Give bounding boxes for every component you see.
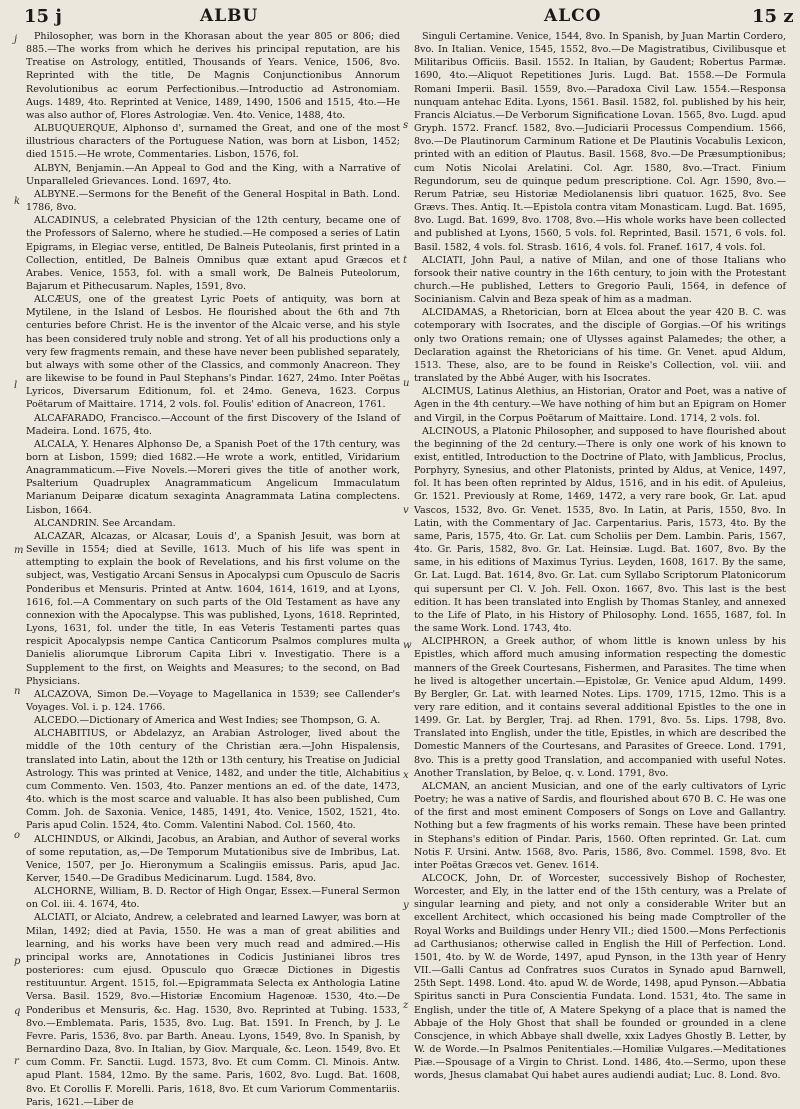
margin-mark: v	[403, 505, 409, 516]
catalogue-entry: ALCAFARADO, Francisco.—Account of the first Discovery of the Island of Madeira. Lond. 1675, 4to.	[26, 412, 400, 437]
margin-mark: x	[403, 770, 409, 781]
margin-mark: q	[14, 1006, 21, 1017]
right-column	[414, 30, 786, 1082]
catalogue-entry: Philosopher, was born in the Khorasan about the year 805 or 806; died 885.—The works from which he derives his principal reputation, are his Treatise on Astrology, entitled, Thousands of Years. Venice, 1506, 8vo. Reprinted with the title, De Magnis Conjunctionibus Annorum Revolutionibus ac eorum Perfectionibus.—Introductio ad Astronomiam. Augs. 1489, 4to. Reprinted at Venice, 1489, 1490, 1506 and 1515, 4to.—He was also author of, Flores Astrologiæ. Ven. 4to. Venice, 1488, 4to.	[26, 31, 400, 121]
margin-mark: r	[14, 1056, 19, 1067]
margin-mark: y	[403, 900, 409, 911]
margin-mark: k	[14, 196, 21, 207]
catalogue-entry: ALCMAN, an ancient Musician, and one of the early cultivators of Lyric Poetry; he was a native of Sardis, and flourished about 670 B. C. He was one of the first and most eminent Composers of Songs on Love and Gallantry. Nothing but a few fragments of his works remain. These have been printed in Stephans's edition of Pindar. Paris, 1560. Often reprinted. Gr. Lat. cum Notis F. Ursini. Antw. 1568, 8vo. Paris, 1586, 8vo. Commel. 1598, 8vo. Et inter Poëtas Græcos vet. Genev. 1614.	[414, 780, 786, 871]
margin-mark: z	[403, 1000, 409, 1011]
right-running-head: ALCO	[544, 6, 602, 26]
catalogue-entry: ALCAZAR, Alcazas, or Alcasar, Louis d', a Spanish Jesuit, was born at Seville in 1554; died at Seville, 1613. Much of his life was spent in attempting to explain the book of Revelations, and his first volume on the subject, was, Vestigatio Arcani Sensus in Apocalypsi cum Opusculo de Sacris Ponderibus et Mensuris. Printed at Antw. 1604, 1614, 1619, and at Lyons, 1616, fol.—A Commentary on such parts of the Old Testament as have any connexion with the Apocalypse. This was published, Lyons, 1618. Reprinted, Lyons, 1631, fol. under the title, In eas Veteris Testamenti partes quas respicit Apocalypsis nempe Cantica Canticorum Psalmos complures multa Danielis aliorumque Librorum Capita Libri v. Investigatio. There is a Supplement to the first, on Weights and Measures; to the second, on Bad Physicians.	[26, 530, 400, 687]
left-running-head: ALBU	[200, 6, 259, 26]
catalogue-entry: ALCOCK, John, Dr. of Worcester, successively Bishop of Rochester, Worcester, and Ely, in the latter end of the 15th century, was a Prelate of singular learning and piety, and not only a considerable Writer but an excellent Architect, which occasioned his being made Comptroller of the Royal Works and Buildings under Henry VII.; died 1500.—Mons Perfectionis ad Carthusianos; otherwise called in English the Hill of Perfection. Lond. 1501, 4to. by W. de Worde, 1497, apud Pynson, in the 13th year of Henry VII.—Galli Cantus ad Confratres suos Curatos in Synado apud Barnwell, 25th Sept. 1498. Lond. 4to. apud W. de Worde, 1498, apud Pynson.—Abbatia Spiritus sancti in Pura Conscientia Fundata. Lond. 1531, 4to. The same in English, under the title of, A Matere Spekyng of a place that is named the Abbaje of the Holy Ghost that shall be founded or grounded in a clene Conscjence, in which Abbaye shall dwelle, xxix Ladyes Ghostly B. Letter, by W. de Worde.—In Psalmos Penitentiales.—Homiliæ Vulgares.—Meditationes Piæ.—Spousage of a Virgin to Christ. Lond. 1486, 4to.—Sermo, upon these words, Jhesus clamabat Qui habet aures audiendi audiat; Luc. 8. Lond. 8vo.	[414, 873, 786, 1082]
catalogue-entry: ALCIPHRON, a Greek author, of whom little is known unless by his Epistles, which afford much amusing information respecting the domestic manners of the Greek Courtesans, Fishermen, and Parasites. The time when he lived is altogether uncertain.—Epistolæ, Gr. Venice apud Aldum, 1499. By Bergler, Gr. Lat. with learned Notes. Lips. 1709, 1715, 12mo. This is a very rare edition, and it contains several additional Epistles to the one in 1499. Gr. Lat. by Bergler, Traj. ad Rhen. 1791, 8vo. 5s. Lips. 1798, 8vo. Translated into English, under the title, Epistles, in which are described the Domestic Manners of the Courtesans, and Parasites of Greece. Lond. 1791, 8vo. This is a pretty good Translation, and accompanied with useful Notes. Another Translation, by Beloe, q. v. Lond. 1791, 8vo.	[414, 636, 786, 779]
catalogue-entry: ALCHINDUS, or Alkindi, Jacobus, an Arabian, and Author of several works of some reputation, as,—De Temporum Mutationibus sive de Imbribus, Lat. Venice, 1507, per Jo. Hieronymum a Scalingiis emissus. Paris, apud Jac. Kerver, 1540.—De Gradibus Medicinarum. Lugd. 1584, 8vo.	[26, 833, 400, 884]
margin-mark: j	[14, 34, 18, 45]
page-header	[0, 6, 800, 32]
margin-mark: l	[14, 380, 18, 391]
catalogue-entry: ALCIDAMAS, a Rhetorician, born at Elcea about the year 420 B. C. was cotemporary with Isocrates, and the disciple of Gorgias.—Of his writings only two Orations remain; one of Ulysses against Palamedes; the other, a Declaration against the Rhetoricians of his time. Gr. Venet. apud Aldum, 1513. These, also, are to be found in Reiske's Collection, vol. viii. and translated by the Abbé Auger, with his Isocrates.	[414, 307, 786, 385]
catalogue-entry: ALCIATI, or Alciato, Andrew, a celebrated and learned Lawyer, was born at Milan, 1492; died at Pavia, 1550. He was a man of great abilities and learning, and his works have been very much read and admired.—His principal works are, Annotationes in Codicis Justinianei libros tres posteriores: cum ejusd. Opusculo quo Græcæ Dictiones in Digestis restituuntur. Argent. 1515, fol.—Epigrammata Selecta ex Anthologia Latine Versa. Basil. 1529, 8vo.—Historiæ Encomium Hagenoæ. 1530, 4to.—De Ponderibus et Mensuris, &c. Hag. 1530, 8vo. Reprinted at Tubing. 1533, 8vo.—Emblemata. Paris, 1535, 8vo. Lug. Bat. 1591. In French, by J. Le Fevre. Paris, 1536, 8vo. par Barth. Aneau. Lyons, 1549, 8vo. In Spanish, by Bernardino Daza, 8vo. In Italian, by Giov. Marquale, &c. Leon. 1549, 8vo. Et cum Comm. Fr. Sanctii. Lugd. 1573, 8vo. Et cum Comm. Cl. Minois. Antw. apud Plant. 1584, 12mo. By the same. Paris, 1602, 8vo. Lugd. Bat. 1608, 8vo. Et Corollis F. Morelli. Paris, 1618, 8vo. Et cum Variorum Commentariis. Paris, 1621.—Liber de	[26, 912, 400, 1108]
catalogue-entry: ALBYN, Benjamin.—An Appeal to God and the King, with a Narrative of Unparalleled Grievances. Lond. 1697, 4to.	[26, 162, 400, 187]
catalogue-entry: ALCANDRIN. See Arcandam.	[34, 517, 176, 529]
catalogue-entry: ALCALA, Y. Henares Alphonso De, a Spanish Poet of the 17th century, was born at Lisbon, 1599; died 1682.—He wrote a work, entitled, Viridarium Anagrammaticum.—Five Novels.—Moreri gives the title of another work, Psalterium Quadruplex Anagrammaticum Angelicum Immaculatum Marianum Deiparæ dicatum sexaginta Anagrammata Latina complectens. Lisbon, 1664.	[26, 438, 400, 516]
catalogue-entry: ALCADINUS, a celebrated Physician of the 12th century, became one of the Professors of Salerno, where he studied.—He composed a series of Latin Epigrams, in Elegiac verse, entitled, De Balneis Puteolanis, first printed in a Collection, entitled, De Balneis Omnibus quæ extant apud Græcos et Arabes. Venice, 1553, fol. with a small work, De Balneis Puteolorum, Bajarum et Pithecusarum. Naples, 1591, 8vo.	[26, 215, 400, 292]
catalogue-entry: ALCHABITIUS, or Abdelazyz, an Arabian Astrologer, lived about the middle of the 10th century of the Christian æra.—John Hispalensis, translated into Latin, about the 12th or 13th century, his Treatise on Judicial Astrology. This was printed at Venice, 1482, and under the title, Alchabitius cum Commento. Ven. 1503, 4to. Panzer mentions an ed. of the date, 1473, 4to. which is the most scarce and valuable. It has also been published, Cum Comm. Joh. de Saxonia. Venice, 1485, 1491, 4to. Venice, 1502, 1521, 4to. Paris apud Colin. 1524, 4to. Comm. Valentini Nabod. Col. 1560, 4to.	[26, 728, 400, 832]
catalogue-entry: ALBUQUERQUE, Alphonso d', surnamed the Great, and one of the most illustrious characters of the Portuguese Nation, was born at Lisbon, 1452; died 1515.—He wrote, Commentaries. Lisbon, 1576, fol.	[26, 123, 400, 161]
catalogue-entry: ALCAZOVA, Simon De.—Voyage to Magellanica in 1539; see Callender's Voyages. Vol. i. p. 124. 1766.	[26, 688, 400, 713]
catalogue-entry: ALCEDO.—Dictionary of America and West Indies; see Thompson, G. A.	[34, 715, 381, 727]
margin-mark: u	[403, 378, 410, 389]
margin-mark: p	[14, 956, 21, 967]
catalogue-entry: ALCINOUS, a Platonic Philosopher, and supposed to have flourished about the beginning of the 2d century.—There is only one work of his known to exist, entitled, Introduction to the Doctrine of Plato, with Jamblicus, Proclus, Porphyry, Synesius, and other Platonists, printed by Aldus, at Venice, 1497, fol. It has been often reprinted by Aldus, 1516, and in his edit. of Apuleius, Gr. 1521. Previously at Rome, 1469, 1472, a very rare book, Gr. Lat. apud Vascos, 1532, 8vo. Gr. Venet. 1535, 8vo. In Latin, at Paris, 1550, 8vo. In Latin, with the Commentary of Jac. Carpentarius. Paris, 1573, 4to. By the same, Paris, 1575, 4to. Gr. Lat. cum Scholiis per Dem. Lambin. Paris, 1567, 4to. Gr. Paris, 1582, 8vo. Gr. Lat. Heinsiæ. Lugd. Bat. 1607, 8vo. By the same, in his editions of Maximus Tyrius. Leyden, 1608, 1617. By the same, Gr. Lat. Lugd. Bat. 1614, 8vo. Gr. Lat. cum Syllabo Scriptorum Platonicorum qui supersunt per Cl. V. Joh. Fell. Oxon. 1667, 8vo. This last is the best edition. It has been translated into English by Thomas Stanley, and annexed to the Life of Plato, in his History of Philosophy. Lond. 1655, 1687, fol. In the same Work. Lond. 1743, 4to.	[414, 425, 786, 635]
margin-mark: o	[14, 830, 21, 841]
right-page-number: 15 z	[752, 6, 794, 27]
margin-mark: t	[403, 255, 408, 266]
catalogue-entry: ALCIATI, John Paul, a native of Milan, and one of those Italians who forsook their native country in the 16th century, to join with the Protestant church.—He published, Letters to Gregorio Pauli, 1564, in defence of Socinianism. Calvin and Beza speak of him as a madman.	[414, 254, 786, 306]
catalogue-entry: ALCHORNE, William, B. D. Rector of High Ongar, Essex.—Funeral Sermon on Col. iii. 4. 1674, 4to.	[26, 886, 400, 911]
margin-mark: m	[14, 545, 24, 556]
margin-mark: s	[403, 120, 409, 131]
catalogue-entry: Singuli Certamine. Venice, 1544, 8vo. In Spanish, by Juan Martin Cordero, 8vo. In Italian. Venice, 1545, 1552, 8vo.—De Magistratibus, Civilibusque et Militaribus Officiis. Basil. 1552. In Italian, by Gaudent; Robertus Parmæ. 1690, 4to.—Aliquot Repetitiones Juris. Lugd. Bat. 1558.—De Formula Romani Imperii. Basil. 1559, 8vo.—Paradoxa Civil Law. 1554.—Responsa nunquam antehac Edita. Lyons, 1561. Basil. 1582, fol. published by his heir, Francis Alciatus.—De Verborum Significatione Lovan. 1565, 8vo. Lugd. apud Gryph. 1572. Francf. 1582, 8vo.—Judiciarii Processus Compendium. 1566, 8vo.—De Plautinorum Carminum Ratione et De Plautinis Vocabulis Lexicon, printed with an edition of Plautus. Basil. 1568, 8vo.—De Præsumptionibus; cum Notis Nicolai Arelatini. Col. Agr. 1580, 8vo.—Tract. Finium Regundorum, seu de quinque pedum prescriptione. Col. Agr. 1590, 8vo.—Rerum Patriæ, seu Historiæ Mediolanensis libri quatuor. 1625, 8vo. See Grævs. Thes. Antiq. It.—Epistola contra vitam Monasticam. Lugd. Bat. 1695, 8vo. Lugd. Bat. 1699, 8vo. 1708, 8vo.—His whole works have been collected and published at Lyons, 1560, 5 vols. fol. Reprinted, Basil. 1571, 6 vols. fol. Basil. 1582, 4 vols. fol. Strasb. 1616, 4 vols. fol. Franef. 1617, 4 vols. fol.	[414, 31, 786, 253]
catalogue-entry: ALBYNE.—Sermons for the Benefit of the General Hospital in Bath. Lond. 1786, 8vo.	[26, 188, 400, 214]
catalogue-entry: ALCÆUS, one of the greatest Lyric Poets of antiquity, was born at Mytilene, in the Island of Lesbos. He flourished about the 6th and 7th centuries before Christ. He is the inventor of the Alcaic verse, and his style has been considered truly noble and strong. Yet of all his productions only a very few fragments remain, and these have never been published separately, but always with some other of the Classics, and commonly Anacreon. They are likewise to be found in Paul Stephans's Pindar. 1627, 24mo. Inter Poëtas Lyricos, Diversarum Editionum, fol. et 24mo. Geneva, 1623. Corpus Poëtarum of Maittaire. 1714, 2 vols. fol. Foulis' edition of Anacreon, 1761.	[26, 294, 400, 411]
left-column	[26, 30, 400, 1108]
left-page-number: 15 j	[24, 6, 62, 27]
catalogue-entry: ALCIMUS, Latinus Alethius, an Historian, Orator and Poet, was a native of Agen in the 4th century.—We have nothing of him but an Epigram on Homer and Virgil, in the Corpus Poëtarum of Maittaire. Lond. 1714, 2 vols. fol.	[414, 386, 786, 424]
margin-mark: w	[403, 640, 412, 651]
margin-mark: n	[14, 686, 21, 697]
